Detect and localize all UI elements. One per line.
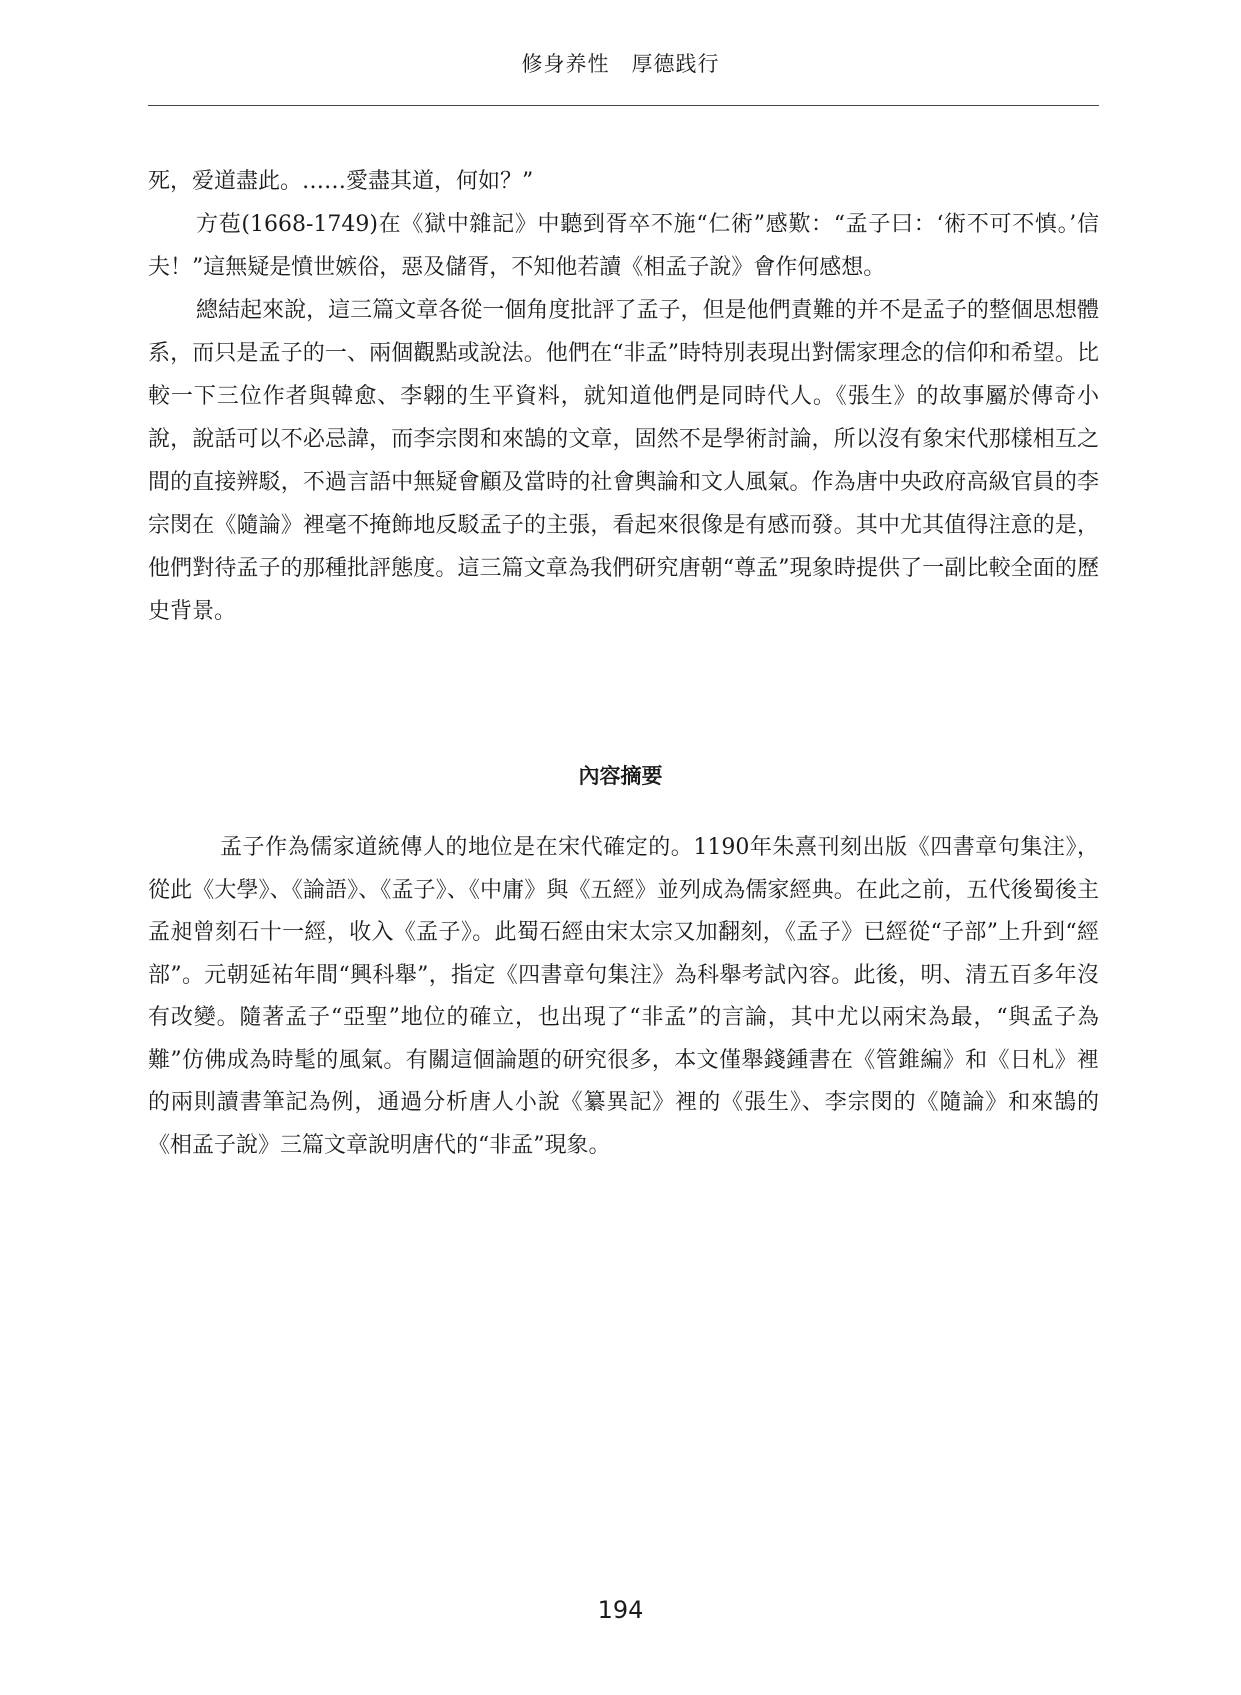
header-rule <box>148 105 1099 106</box>
paragraph-fangbao: 方苞(1668-1749)在《獄中雜記》中聽到胥卒不施“仁術”感歎：“孟子曰：‘術不可不慎。’信夫！”這無疑是憤世嫉俗，惡及儲胥，不知他若讀《相孟子說》會作何感想。 <box>148 212 1099 280</box>
abstract-section <box>148 827 1099 1167</box>
running-header <box>0 48 1241 78</box>
running-header-left: 修身养性 <box>521 52 610 76</box>
main-text <box>148 160 1099 633</box>
page-number: 194 <box>597 1596 644 1624</box>
abstract-paragraph: 孟子作為儒家道統傳人的地位是在宋代確定的。1190年朱熹刊刻出版《四書章句集注》，從此《大學》、《論語》、《孟子》、《中庸》與《五經》並列成為儒家經典。在此之前，五代後蜀後主孟昶曾刻石十一經，收入《孟子》。此蜀石經由宋太宗又加翻刻，《孟子》已經從“子部”上升到“經部”。元朝延祐年間“興科舉”，指定《四書章句集注》為科舉考試內容。此後，明、清五百多年沒有改變。隨著孟子“亞聖”地位的確立，也出現了“非孟”的言論，其中尤以兩宋為最，“與孟子為難”仿佛成為時髦的風氣。有關這個論題的研究很多，本文僅舉錢鍾書在《管錐編》和《日札》裡的兩則讀書筆記為例，通過分析唐人小說《纂異記》裡的《張生》、李宗閔的《隨論》和來鵠的《相孟子說》三篇文章說明唐代的“非孟”現象。 <box>148 835 1099 1158</box>
abstract-title: 內容摘要 <box>578 764 663 788</box>
running-header-right: 厚德践行 <box>631 52 720 76</box>
paragraph-summary: 總結起來說，這三篇文章各從一個角度批評了孟子，但是他們責難的并不是孟子的整個思想體系，而只是孟子的一、兩個觀點或說法。他們在“非孟”時特別表現出對儒家理念的信仰和希望。比較一下三位作者與韓愈、李翺的生平資料，就知道他們是同時代人。《張生》的故事屬於傳奇小說，說話可以不必忌諱，而李宗閔和來鵠的文章，固然不是學術討論，所以沒有象宋代那樣相互之間的直接辨駁，不過言語中無疑會顧及當時的社會輿論和文人風氣。作為唐中央政府高級官員的李宗閔在《隨論》裡毫不掩飾地反駁孟子的主張，看起來很像是有感而發。其中尤其值得注意的是，他們對待孟子的那種批評態度。這三篇文章為我們研究唐朝“尊孟”現象時提供了一副比較全面的歷史背景。 <box>148 298 1099 624</box>
paragraph-continuation: 死，爱道盡此。……愛盡其道，何如？” <box>148 169 534 194</box>
